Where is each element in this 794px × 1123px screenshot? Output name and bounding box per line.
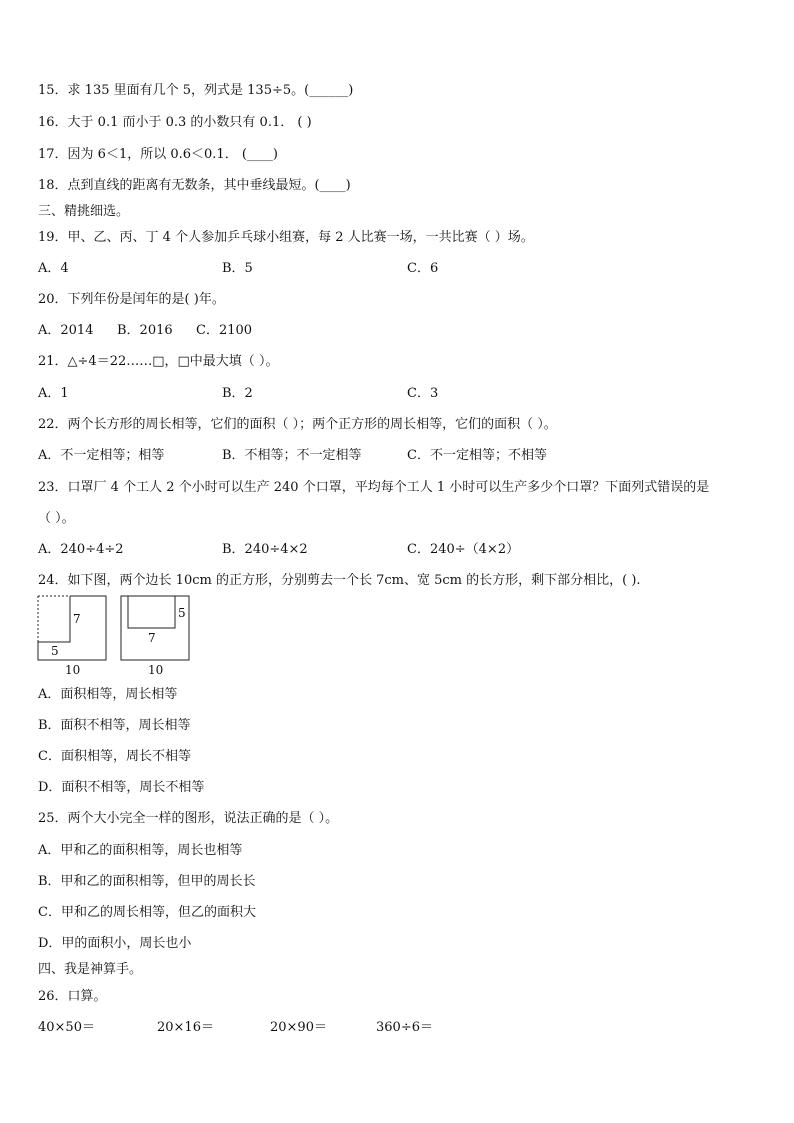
question-23-continued: （ ）。	[38, 511, 75, 526]
q25-option-c: C．甲和乙的周长相等，但乙的面积大	[38, 905, 256, 920]
q25-option-d: D．甲的面积小，周长也小	[38, 936, 192, 951]
question-23: 23．口罩厂 4 个工人 2 个小时可以生产 240 个口罩，平均每个工人 1 小时可以生产多少个口罩？下面列式错误的是	[38, 480, 710, 495]
question-20: 20．下列年份是闰年的是( )年。	[38, 292, 225, 307]
q26-item-3: 20×90＝	[270, 1020, 327, 1035]
q23-option-c: C．240÷（4×2）	[407, 542, 520, 557]
q21-option-c: C．3	[407, 386, 439, 401]
right-height-label: 5	[178, 606, 186, 620]
section-4-heading: 四、我是神算手。	[38, 962, 143, 977]
q25-option-b: B．甲和乙的面积相等，但甲的周长长	[38, 874, 256, 889]
question-26: 26．口算。	[38, 989, 107, 1004]
q22-option-a: A．不一定相等；相等	[38, 448, 165, 463]
q25-option-a: A．甲和乙的面积相等，周长也相等	[38, 843, 243, 858]
section-3-heading: 三、精挑细选。	[38, 204, 130, 219]
q24-right-figure	[117, 592, 199, 678]
q26-item-2: 20×16＝	[157, 1020, 214, 1035]
left-width-label: 5	[51, 644, 59, 658]
question-19: 19．甲、乙、丙、丁 4 个人参加乒乓球小组赛，每 2 人比赛一场，一共比赛（ ）场。	[38, 230, 534, 245]
question-15: 15．求 135 里面有几个 5，列式是 135÷5。(______)	[38, 83, 354, 98]
question-22: 22．两个长方形的周长相等，它们的面积（ ）；两个正方形的周长相等，它们的面积（ ）。	[38, 417, 557, 432]
q23-option-b: B．240÷4×2	[222, 542, 308, 557]
q19-option-c: C．6	[407, 261, 439, 276]
q21-option-b: B．2	[222, 386, 253, 401]
q24-option-a: A．面积相等，周长相等	[38, 687, 178, 702]
question-21: 21．△÷4＝22……□，□中最大填（ ）。	[38, 354, 279, 369]
q23-option-a: A．240÷4÷2	[38, 542, 124, 557]
q24-option-d: D．面积不相等，周长不相等	[38, 780, 205, 795]
left-base-label: 10	[65, 663, 81, 677]
q21-option-a: A．1	[38, 386, 69, 401]
q19-option-a: A．4	[38, 261, 69, 276]
right-width-label: 7	[148, 631, 156, 645]
question-24: 24．如下图，两个边长 10cm 的正方形，分别剪去一个长 7cm、宽 5cm 的长方形，剩下部分相比，( ).	[38, 573, 641, 588]
q20-option-c: C．2100	[196, 323, 253, 338]
question-17: 17．因为 6＜1，所以 0.6＜0.1． (____)	[38, 147, 278, 162]
q24-left-figure	[34, 592, 116, 678]
q26-item-4: 360÷6＝	[376, 1020, 433, 1035]
q26-item-1: 40×50＝	[38, 1020, 95, 1035]
q22-option-c: C．不一定相等；不相等	[407, 448, 547, 463]
q20-option-a: A．2014	[38, 323, 94, 338]
right-base-label: 10	[148, 663, 164, 677]
q19-option-b: B．5	[222, 261, 253, 276]
question-16: 16．大于 0.1 而小于 0.3 的小数只有 0.1． ( )	[38, 115, 312, 130]
q20-option-b: B．2016	[117, 323, 173, 338]
q24-option-c: C．面积相等，周长不相等	[38, 749, 191, 764]
question-25: 25．两个大小完全一样的图形，说法正确的是（ ）。	[38, 811, 339, 826]
left-height-label: 7	[73, 612, 81, 626]
question-18: 18．点到直线的距离有无数条，其中垂线最短。(____)	[38, 178, 351, 193]
q22-option-b: B．不相等；不一定相等	[222, 448, 362, 463]
q24-option-b: B．面积不相等，周长相等	[38, 718, 191, 733]
